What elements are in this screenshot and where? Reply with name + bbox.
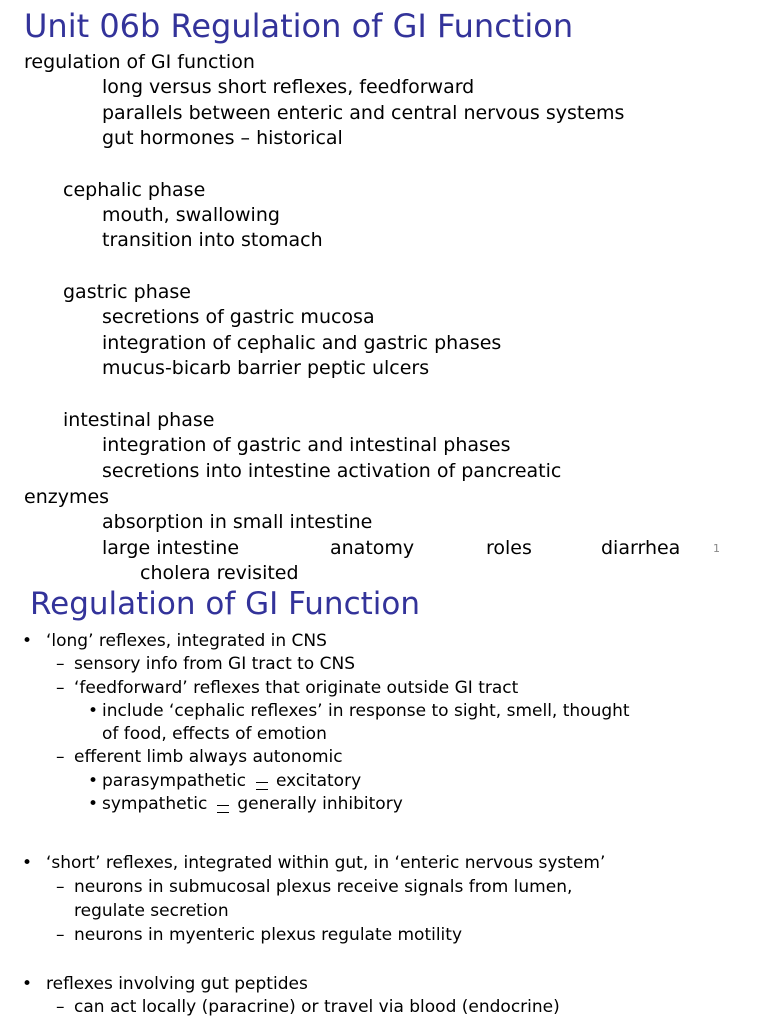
- outline-section: cephalic phase: [63, 179, 206, 201]
- sub-bullet-text: neurons in submucosal plexus receive signals from lumen,: [74, 877, 573, 897]
- bullet-dot: •: [88, 794, 99, 814]
- bullet-dash: –: [56, 925, 65, 945]
- outline-item: parallels between enteric and central nervous systems: [102, 102, 625, 124]
- sub-bullet-text: can act locally (paracrine) or travel via blood (endocrine): [74, 997, 560, 1017]
- outline-item: large intestine: [102, 537, 240, 559]
- slide-title: Unit 06b Regulation of GI Function: [24, 7, 574, 45]
- outline-item: mouth, swallowing: [102, 204, 280, 226]
- sympathetic-label: sympathetic: [102, 794, 208, 814]
- arrow-icon: [256, 782, 268, 790]
- bullet-dot: •: [22, 974, 33, 994]
- sub-sub-bullet-text: [102, 770, 361, 792]
- sub-sub-bullet-text: of food, effects of emotion: [102, 724, 327, 744]
- bullet-text: reflexes involving gut peptides: [46, 974, 308, 994]
- parasympathetic-label: parasympathetic: [102, 771, 246, 791]
- bullet-text: ‘long’ reflexes, integrated in CNS: [46, 631, 327, 651]
- outline-section: gastric phase: [63, 281, 191, 303]
- outline-item: diarrhea: [601, 537, 681, 559]
- outline-item: mucus-bicarb barrier peptic ulcers: [102, 357, 430, 379]
- slide-title: Regulation of GI Function: [30, 586, 420, 622]
- bullet-dot: •: [88, 701, 99, 721]
- arrow-icon: [217, 805, 229, 813]
- outline-item: absorption in small intestine: [102, 511, 373, 533]
- page-number: 1: [713, 542, 720, 555]
- sub-bullet-text: efferent limb always autonomic: [74, 747, 343, 767]
- sub-bullet-text: ‘feedforward’ reflexes that originate outside GI tract: [74, 678, 519, 698]
- outline-item: transition into stomach: [102, 229, 323, 251]
- bullet-dash: –: [56, 877, 65, 897]
- outline-heading: regulation of GI function: [24, 51, 255, 73]
- outline-item: integration of gastric and intestinal phases: [102, 434, 511, 456]
- sub-bullet-text: sensory info from GI tract to CNS: [74, 654, 355, 674]
- inhibitory-label: generally inhibitory: [237, 794, 403, 814]
- bullet-dot: •: [22, 853, 33, 873]
- bullet-text: ‘short’ reflexes, integrated within gut, in ‘enteric nervous system’: [46, 853, 606, 873]
- bullet-dot: •: [22, 631, 33, 651]
- outline-item: gut hormones – historical: [102, 127, 343, 149]
- outline-section: intestinal phase: [63, 409, 215, 431]
- outline-item: long versus short reflexes, feedforward: [102, 76, 475, 98]
- sub-sub-bullet-text: [102, 793, 403, 815]
- outline-item: integration of cephalic and gastric phases: [102, 332, 502, 354]
- outline-item: secretions of gastric mucosa: [102, 306, 375, 328]
- outline-item-wrap: enzymes: [24, 486, 110, 508]
- outline-item: roles: [486, 537, 532, 559]
- sub-sub-bullet-text: include ‘cephalic reflexes’ in response to sight, smell, thought: [102, 701, 630, 721]
- slide-2: [0, 580, 768, 1024]
- outline-item: anatomy: [330, 537, 415, 559]
- bullet-dot: •: [88, 771, 99, 791]
- bullet-dash: –: [56, 747, 65, 767]
- sub-bullet-text: regulate secretion: [74, 901, 229, 921]
- sub-bullet-text: neurons in myenteric plexus regulate motility: [74, 925, 463, 945]
- outline-item: secretions into intestine activation of pancreatic: [102, 460, 562, 482]
- outline-item: cholera revisited: [140, 562, 299, 580]
- bullet-dash: –: [56, 654, 65, 674]
- bullet-dash: –: [56, 997, 65, 1017]
- bullet-dash: –: [56, 678, 65, 698]
- excitatory-label: excitatory: [275, 771, 362, 791]
